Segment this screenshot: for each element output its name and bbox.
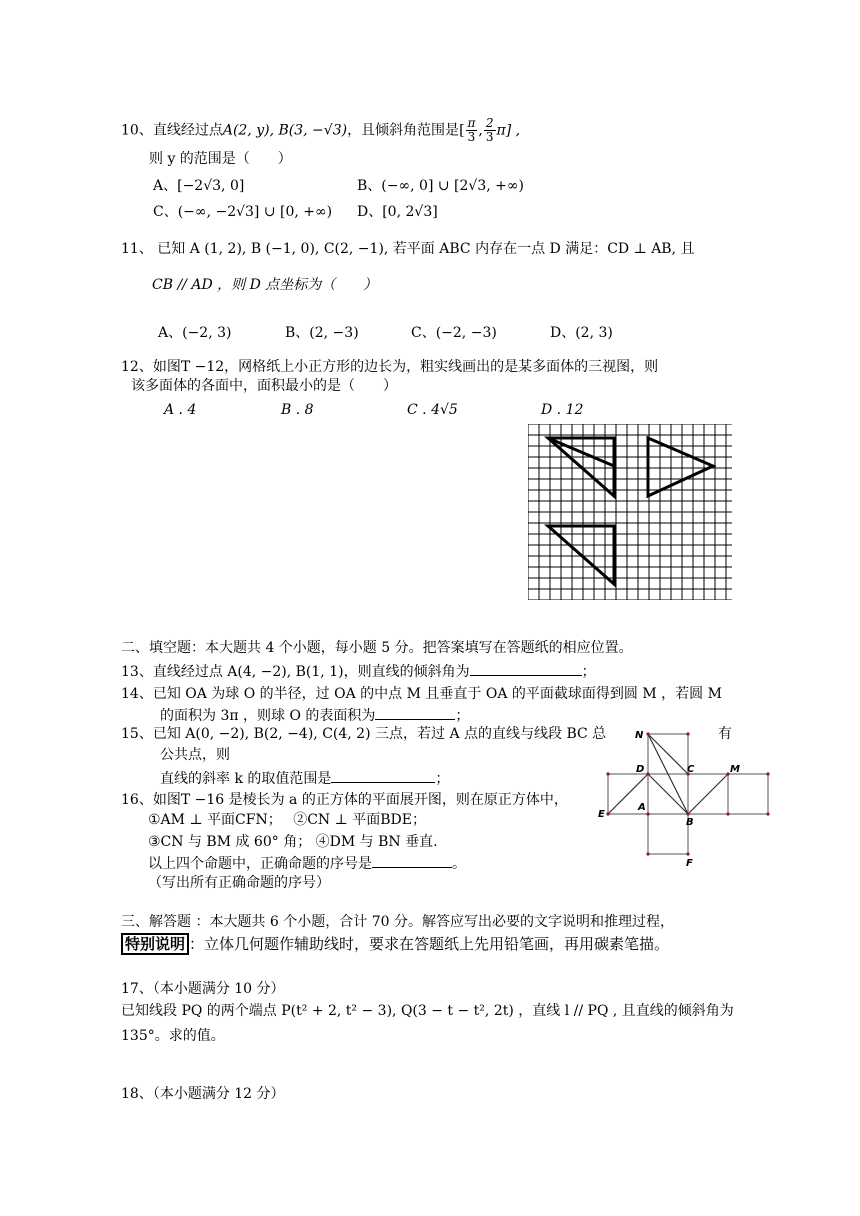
section2-heading: 二、填空题：本大题共 4 个小题，每小题 5 分。把答案填写在答题纸的相应位置。 — [121, 640, 633, 656]
q10-option-b: B、(−∞, 0] ∪ [2√3, +∞) — [357, 178, 524, 194]
side-view-triangle — [648, 438, 713, 496]
q16-line4: 以上四个命题中，正确命题的序号是 。 — [148, 853, 466, 873]
q11-line2: CB // AD ，则 D 点坐标为（ ） — [152, 277, 378, 293]
fraction-pi-over-3: $\frac{\pi}{3}$ — [467, 116, 476, 144]
fraction-2-over-3: $\frac{2}{3}$ — [485, 116, 494, 144]
special-note-label: 特别说明 — [121, 933, 189, 955]
q11-option-a: A、(−2, 3) — [158, 325, 232, 341]
net-label-e: E — [598, 809, 605, 820]
q12-option-c: C . 4√5 — [407, 402, 458, 418]
q13-text: 13、直线经过点 A(4, −2), B(1, 1)，则直线的倾斜角为 ； — [121, 661, 596, 681]
net-label-b: B — [686, 817, 694, 828]
q15-answer-blank — [331, 768, 435, 783]
q10-option-c: C、(−∞, −2√3] ∪ [0, +∞) — [153, 204, 333, 220]
q16-line2: ①AM ⊥ 平面CFN； ②CN ⊥ 平面BDE； — [148, 812, 426, 828]
q12-option-d: D . 12 — [541, 402, 584, 418]
q12-line1: 12、如图T −12，网格纸上小正方形的边长为，粗实线画出的是某多面体的三视图，则 — [121, 359, 659, 375]
q11-line1: 11、 已知 A (1, 2), B (−1, 0), C(2, −1), 若平面 ABC 内存在一点 D 满足：CD ⊥ AB, 且 — [121, 241, 695, 257]
q17-line1: 已知线段 PQ 的两个端点 P(t² + 2, t² − 3), Q(3 − t − t², 2t) ，直线 l // PQ , 且直线的倾斜角为 — [121, 1003, 734, 1019]
q16-answer-blank — [372, 853, 452, 868]
q17-line2: 135°。求的值。 — [121, 1028, 225, 1044]
front-view-inner-edge — [548, 438, 614, 466]
q15-line3: 直线的斜率 k 的取值范围是 ； — [160, 768, 449, 788]
q13-answer-blank — [470, 661, 582, 676]
special-note-text: ：立体几何题作辅助线时，要求在答题纸上先用铅笔画，再用碳素笔描。 — [189, 935, 670, 953]
net-label-n: N — [635, 730, 644, 741]
q10-option-d: D、[0, 2√3] — [357, 204, 438, 220]
net-label-d: D — [636, 764, 645, 775]
section3-heading: 三、解答题 ：本大题共 6 个小题，合计 70 分。解答应写出必要的文字说明和推理过程， — [121, 914, 674, 930]
q12-option-b: B . 8 — [281, 402, 314, 418]
q16-line5: （写出所有正确命题的序号） — [148, 875, 330, 891]
grid-lines — [528, 424, 732, 600]
q15-line2: 公共点，则 — [160, 747, 230, 763]
net-edges — [608, 734, 768, 854]
front-view-triangle — [548, 438, 614, 496]
q16-line1: 16、如图T −16 是棱长为 a 的正方体的平面展开图，则在原正方体中， — [121, 792, 568, 808]
q14-answer-blank — [375, 705, 455, 720]
q16-line3: ③CN 与 BM 成 60° 角； ④DM 与 BN 垂直. — [148, 834, 438, 850]
q12-line2: 该多面体的各面中，面积最小的是（ ） — [131, 378, 397, 394]
q11-option-b: B、(2, −3) — [285, 325, 359, 341]
three-view-grid-figure — [528, 424, 732, 600]
net-label-m: M — [730, 764, 740, 775]
q10-line2: 则 y 的范围是（ ） — [149, 151, 292, 167]
q14-line1: 14、已知 OA 为球 O 的半径，过 OA 的中点 M 且垂直于 OA 的平面截球面得到圆 M ，若圆 M — [121, 686, 722, 702]
net-label-a: A — [638, 802, 646, 813]
q11-option-d: D、(2, 3) — [550, 325, 613, 341]
net-label-f: F — [686, 858, 693, 869]
q17-title: 17、（本小题满分 10 分） — [121, 981, 285, 997]
q11-option-c: C、(−2, −3) — [411, 325, 497, 341]
top-view-triangle — [548, 526, 614, 584]
q10-option-a: A、[−2√3, 0] — [153, 178, 245, 194]
q14-line2: 的面积为 3π ，则球 O 的表面积为 ； — [160, 705, 469, 725]
q12-option-a: A . 4 — [164, 402, 197, 418]
cube-net-figure — [590, 722, 780, 870]
q15-line1: 15、已知 A(0, −2), B(2, −4), C(4, 2) 三点，若过 A 点的直线与线段 BC 总 — [121, 726, 607, 742]
q10-stem: 10、直线经过点A(2, y), B(3, −√3)，且倾斜角范围是[ $\frac{\pi}{3}$ , $\frac{2}{3}$ π] , — [121, 116, 521, 144]
net-label-c: C — [687, 764, 695, 775]
q18-title: 18、（本小题满分 12 分） — [121, 1086, 285, 1102]
special-note — [121, 935, 669, 953]
q15-tail: 有 — [718, 726, 732, 742]
